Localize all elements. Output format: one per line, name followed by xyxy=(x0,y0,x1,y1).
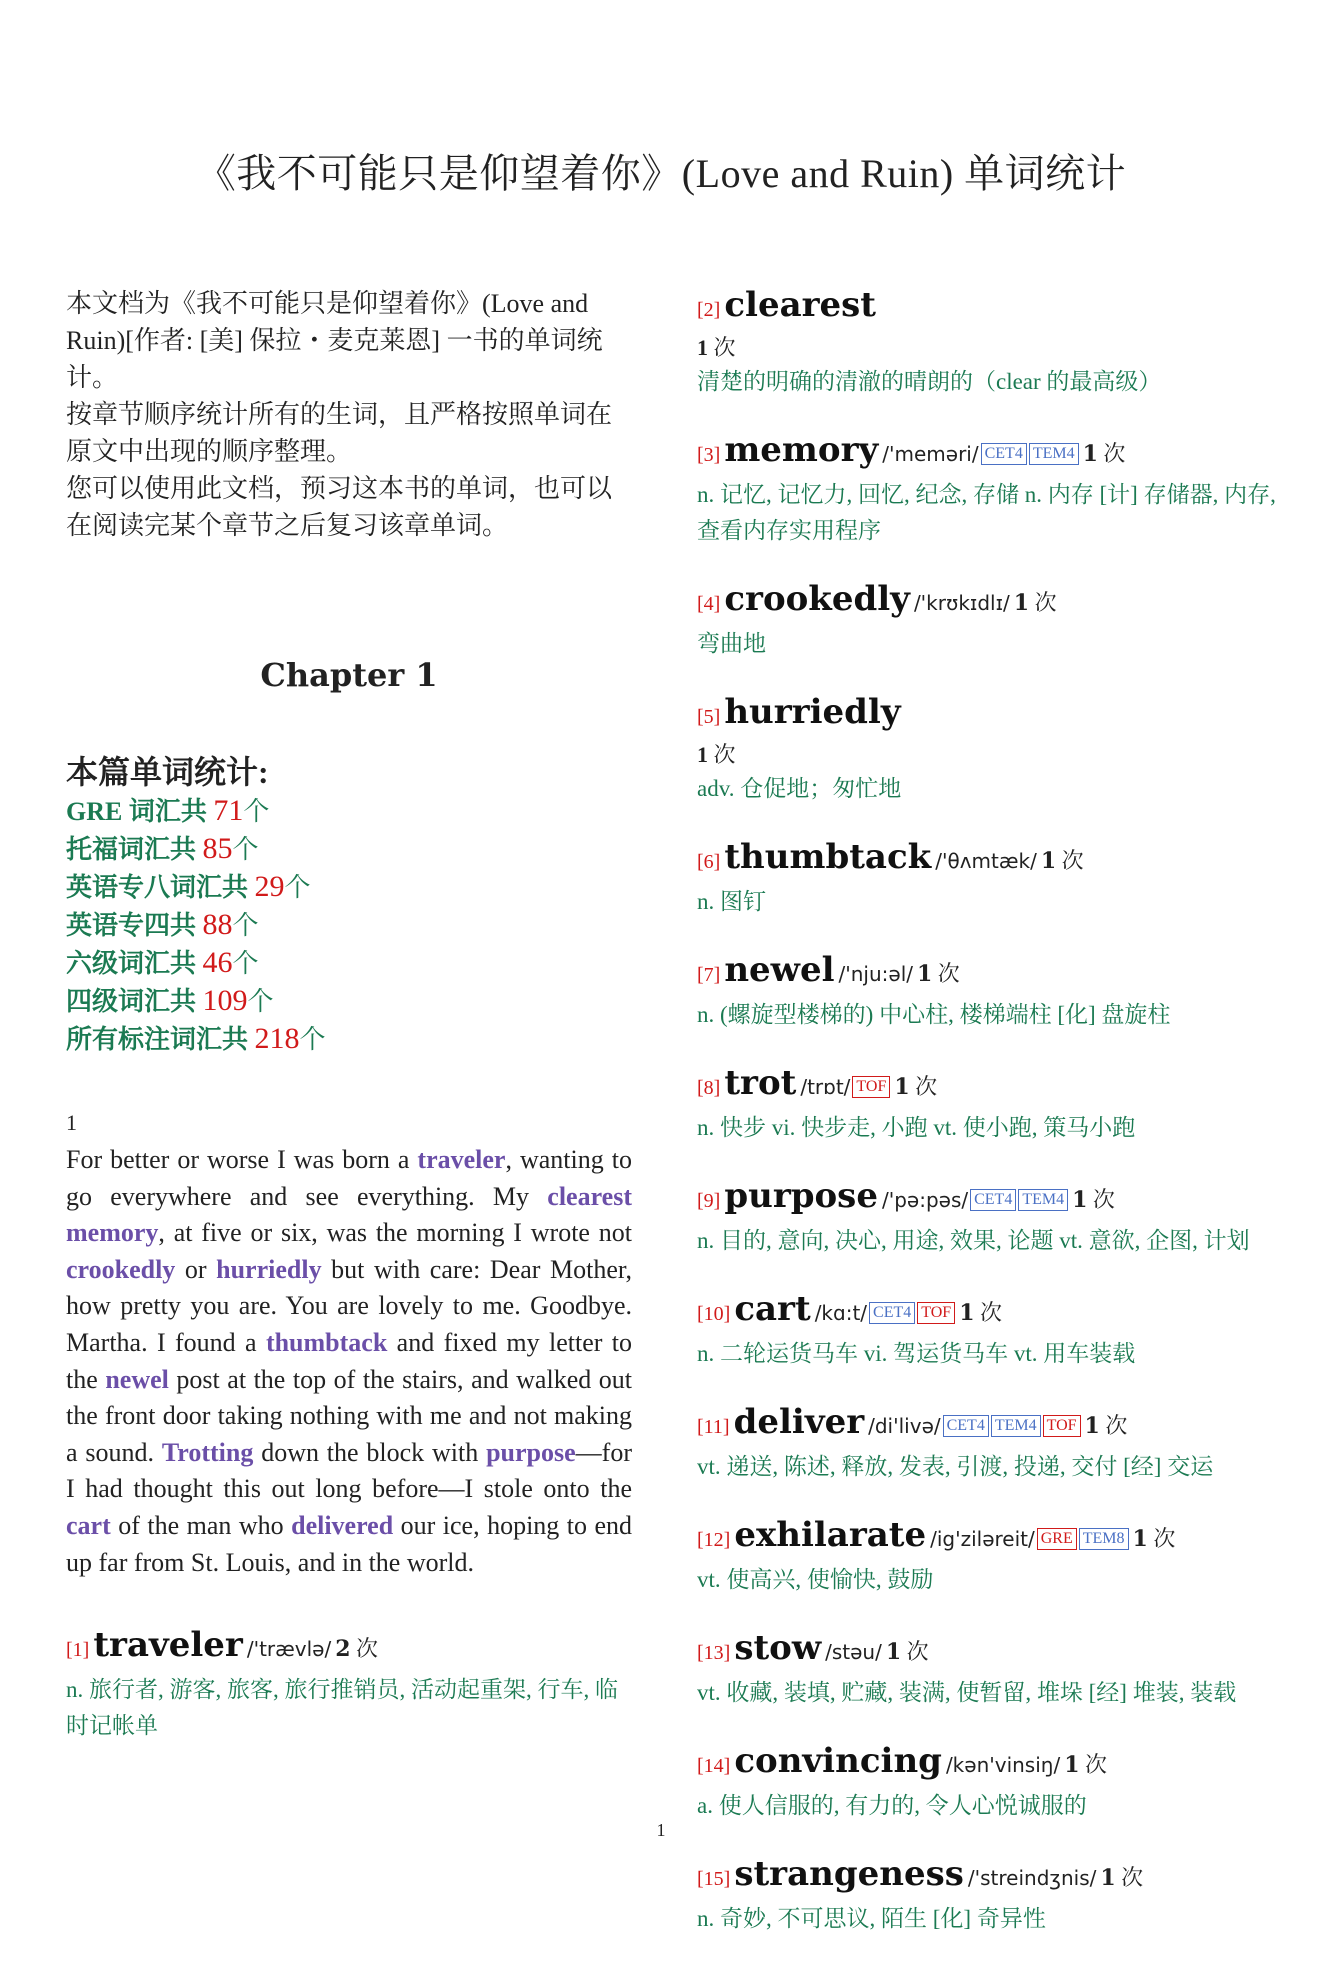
entry-phonetic: /'meməri/ xyxy=(882,442,979,466)
entry-word: newel xyxy=(724,950,835,990)
stat-gre xyxy=(66,792,632,830)
entry-index: [5] xyxy=(697,706,721,728)
keyword: Trotting xyxy=(161,1437,254,1467)
exam-tag: TEM8 xyxy=(1079,1528,1129,1550)
entry-definition: n. 旅行者, 游客, 旅客, 旅行推销员, 活动起重架, 行车, 临时记帐单 xyxy=(66,1677,618,1739)
entry-count xyxy=(917,961,960,986)
entry-word: purpose xyxy=(724,1176,878,1216)
count-unit: 次 xyxy=(906,1639,929,1664)
keyword: cart xyxy=(66,1510,111,1540)
entry-count xyxy=(886,1639,929,1664)
entry-definition: 清楚的明确的清澈的晴朗的（clear 的最高级） xyxy=(697,369,1162,394)
entry-word: deliver xyxy=(733,1402,865,1442)
passage-text: —for I had thought this out long before—I stole onto the xyxy=(66,1437,632,1504)
vocab-entry xyxy=(697,1176,1277,1259)
entry-phonetic: /'pə:pəs/ xyxy=(881,1188,969,1212)
passage-text: , wanting to go everywhere and see everything. My xyxy=(66,1145,632,1211)
entry-index: [4] xyxy=(697,593,721,615)
count-number: 1 xyxy=(894,1074,910,1100)
entry-count xyxy=(894,1074,937,1099)
vocab-entry xyxy=(697,1741,1277,1824)
entry-word: stow xyxy=(734,1628,822,1668)
entry-phonetic: /'trævlə/ xyxy=(246,1637,332,1662)
intro-paragraph: 按章节顺序统计所有的生词，且严格按照单词在原文中出现的顺序整理。 xyxy=(66,400,613,466)
entry-index: [9] xyxy=(697,1190,721,1212)
entry-word: memory xyxy=(724,430,879,470)
exam-tag: TEM4 xyxy=(1029,443,1079,465)
right-column xyxy=(697,285,1277,1967)
entry-definition: n. 记忆, 记忆力, 回忆, 纪念, 存储 n. 内存 [计] 存储器, 内存, 查看内存实用程序 xyxy=(697,482,1276,543)
entry-count xyxy=(1100,1865,1143,1890)
entry-count xyxy=(1014,590,1057,615)
intro-paragraph: 您可以使用此文档，预习这本书的单词，也可以在阅读完某个章节之后复习该章单词。 xyxy=(66,474,613,540)
entry-count xyxy=(1064,1752,1107,1777)
vocab-entry xyxy=(697,1628,1277,1711)
stat-total xyxy=(66,1020,632,1058)
entry-word: exhilarate xyxy=(734,1515,927,1555)
entry-phonetic: /kən'vinsiŋ/ xyxy=(945,1753,1061,1777)
count-unit: 次 xyxy=(1061,848,1084,873)
entry-head xyxy=(697,1515,1277,1562)
entry-index: [7] xyxy=(697,964,721,986)
entry-index: [13] xyxy=(697,1642,731,1664)
stat-count: 109 xyxy=(202,984,248,1017)
entry-head xyxy=(697,579,1277,626)
stat-unit: 个 xyxy=(243,797,270,826)
entry-definition: 弯曲地 xyxy=(697,631,766,656)
entry-head xyxy=(697,1741,1277,1788)
count-number: 1 xyxy=(1132,1526,1148,1552)
count-unit: 次 xyxy=(713,335,736,360)
entry-index: [11] xyxy=(697,1416,730,1438)
intro xyxy=(66,285,632,544)
count-number: 1 xyxy=(1100,1865,1116,1891)
stat-count: 85 xyxy=(202,832,233,865)
count-unit: 次 xyxy=(980,1300,1003,1325)
exam-tag: TOF xyxy=(1043,1415,1081,1437)
entry-phonetic: /kɑ:t/ xyxy=(814,1301,868,1325)
stat-count: 71 xyxy=(213,794,244,827)
keyword: clearest memory xyxy=(66,1181,632,1248)
entry-word: thumbtack xyxy=(724,837,932,877)
count-number: 1 xyxy=(697,742,708,767)
stat-unit: 个 xyxy=(232,911,259,940)
entry-phonetic: /'krʊkɪdlɪ/ xyxy=(913,591,1010,615)
left-column xyxy=(66,285,632,1774)
entry-head xyxy=(697,950,1277,997)
entry-phonetic: /ig'ziləreit/ xyxy=(930,1527,1035,1551)
entry-word: cart xyxy=(734,1289,811,1329)
entry-count xyxy=(697,739,1277,771)
entry-count xyxy=(1085,1413,1128,1438)
exam-tag: TEM4 xyxy=(1018,1189,1068,1211)
exam-tag: CET4 xyxy=(869,1302,915,1324)
entry-head xyxy=(697,1628,1277,1675)
entry-count xyxy=(959,1300,1002,1325)
entry-head xyxy=(66,1625,632,1672)
entry-definition: vt. 收藏, 装填, 贮藏, 装满, 使暂留, 堆垛 [经] 堆装, 装载 xyxy=(697,1680,1237,1705)
entry-head xyxy=(697,1176,1277,1223)
count-unit: 次 xyxy=(1092,1187,1115,1212)
vocab-entry xyxy=(697,1402,1277,1485)
entry-definition: n. 目的, 意向, 决心, 用途, 效果, 论题 vt. 意欲, 企图, 计划 xyxy=(697,1228,1250,1253)
stat-label: 六级词汇共 xyxy=(66,949,203,978)
entry-count xyxy=(1072,1187,1115,1212)
document-title: 《我不可能只是仰望着你》(Love and Ruin) 单词统计 xyxy=(195,151,1127,196)
entry-phonetic: /'nju:əl/ xyxy=(838,962,913,986)
exam-tag: CET4 xyxy=(981,443,1027,465)
passage-text: but with care: Dear Mother, how pretty you are. You are lovely to me. Goodbye. Martha. I found a xyxy=(66,1254,632,1357)
entry-word: crookedly xyxy=(724,579,910,619)
stat-label: 四级词汇共 xyxy=(66,987,203,1016)
stat-unit: 个 xyxy=(232,835,259,864)
exam-tag: GRE xyxy=(1037,1528,1077,1550)
passage-text: or xyxy=(175,1254,217,1284)
stat-unit: 个 xyxy=(284,873,311,902)
count-number: 1 xyxy=(1013,590,1030,616)
stats-heading: 本篇单词统计: xyxy=(66,754,269,790)
entry-count xyxy=(1083,441,1126,466)
entry-definition: n. 二轮运货马车 vi. 驾运货马车 vt. 用车装载 xyxy=(697,1341,1136,1366)
vocab-entry xyxy=(697,1854,1277,1937)
entry-count xyxy=(335,1636,378,1661)
entry-head xyxy=(697,1289,1277,1336)
vocab-entry xyxy=(697,837,1277,920)
entry-word: clearest xyxy=(724,285,876,325)
passage-text: of the man who xyxy=(110,1510,292,1540)
entry-definition: n. 快步 vi. 快步走, 小跑 vt. 使小跑, 策马小跑 xyxy=(697,1115,1136,1140)
keyword: traveler xyxy=(417,1145,506,1174)
vocab-entry xyxy=(697,285,1277,400)
count-unit: 次 xyxy=(1153,1526,1176,1551)
count-unit: 次 xyxy=(1103,441,1126,466)
keyword: newel xyxy=(105,1364,169,1394)
keyword: delivered xyxy=(291,1510,394,1540)
entry-count xyxy=(1133,1526,1176,1551)
entry-definition: vt. 使高兴, 使愉快, 鼓励 xyxy=(697,1567,934,1592)
entry-index: [8] xyxy=(697,1077,721,1099)
exam-tag: TOF xyxy=(917,1302,955,1324)
intro-paragraph: 本文档为《我不可能只是仰望着你》(Love and Ruin)[作者: [美] 保拉・麦克莱恩] 一书的单词统计。 xyxy=(66,289,603,392)
entry-head xyxy=(697,692,1277,739)
passage-text: down the block with xyxy=(253,1437,487,1467)
vocab-entry xyxy=(697,579,1277,662)
count-unit: 次 xyxy=(937,961,960,986)
entry-index: [6] xyxy=(697,851,721,873)
count-number: 1 xyxy=(697,335,708,360)
count-unit: 次 xyxy=(713,742,736,767)
stat-count: 29 xyxy=(254,870,285,903)
entry-phonetic: /stəu/ xyxy=(825,1640,882,1664)
right-entries xyxy=(697,285,1277,1937)
page-number: 1 xyxy=(656,1820,666,1840)
entry-word: hurriedly xyxy=(724,692,901,732)
vocab-entry xyxy=(697,950,1277,1033)
entry-word: traveler xyxy=(93,1625,243,1666)
entry-index: [2] xyxy=(697,299,721,321)
entry-definition: vt. 递送, 陈述, 释放, 发表, 引渡, 投递, 交付 [经] 交运 xyxy=(697,1454,1214,1479)
entry-index: [1] xyxy=(66,1639,90,1662)
paragraph-number: 1 xyxy=(66,1110,77,1135)
entry-definition: n. (螺旋型楼梯的) 中心柱, 楼梯端柱 [化] 盘旋柱 xyxy=(697,1002,1171,1027)
passage-text: our ice, hoping to end up far from St. Louis, and in the world. xyxy=(66,1510,633,1577)
count-number: 1 xyxy=(1040,848,1057,874)
exam-tag: CET4 xyxy=(943,1415,989,1437)
passage xyxy=(66,1142,632,1581)
left-entries xyxy=(66,1625,632,1744)
stat-label: GRE 词汇共 xyxy=(66,797,214,826)
stat-tem4 xyxy=(66,906,632,944)
count-unit: 次 xyxy=(1085,1752,1108,1777)
count-unit: 次 xyxy=(1121,1865,1144,1890)
entry-head xyxy=(697,1854,1277,1901)
count-number: 2 xyxy=(335,1636,351,1663)
passage-text: post at the top of the stairs, and walked out the front door taking nothing with me and not making a sound. xyxy=(66,1364,632,1467)
stat-count: 46 xyxy=(202,946,233,979)
vocab-entry xyxy=(697,1063,1277,1146)
entry-definition: adv. 仓促地；匆忙地 xyxy=(697,776,902,801)
entry-index: [15] xyxy=(697,1868,731,1890)
count-number: 1 xyxy=(1084,1413,1100,1439)
stat-label: 英语专四共 xyxy=(66,911,203,940)
chapter-heading: Chapter 1 xyxy=(260,656,438,694)
entry-head xyxy=(697,430,1277,477)
entry-count xyxy=(1041,848,1084,873)
count-number: 1 xyxy=(1064,1752,1080,1778)
stat-unit: 个 xyxy=(247,987,274,1016)
exam-tag: TEM4 xyxy=(991,1415,1041,1437)
stat-unit: 个 xyxy=(299,1025,326,1054)
entry-index: [10] xyxy=(697,1303,731,1325)
stat-cet4 xyxy=(66,982,632,1020)
entry-index: [14] xyxy=(697,1755,731,1777)
entry-phonetic: /'streindʒnis/ xyxy=(967,1866,1097,1890)
entry-head xyxy=(697,1063,1277,1110)
stat-label: 托福词汇共 xyxy=(66,835,203,864)
vocab-entry xyxy=(697,430,1277,549)
entry-head xyxy=(697,1402,1277,1449)
count-number: 1 xyxy=(959,1300,975,1326)
count-number: 1 xyxy=(885,1639,902,1665)
entry-definition: n. 奇妙, 不可思议, 陌生 [化] 奇异性 xyxy=(697,1906,1046,1931)
entry-word: trot xyxy=(724,1063,797,1103)
stat-toefl xyxy=(66,830,632,868)
vocab-entry xyxy=(697,1289,1277,1372)
count-unit: 次 xyxy=(1034,590,1057,615)
entry-definition: a. 使人信服的, 有力的, 令人心悦诚服的 xyxy=(697,1793,1087,1818)
entry-head xyxy=(697,285,1277,332)
stats-list xyxy=(66,792,632,1058)
stat-count: 218 xyxy=(254,1022,300,1055)
entry-definition: n. 图钉 xyxy=(697,889,766,914)
entry-index: [12] xyxy=(697,1529,731,1551)
stat-count: 88 xyxy=(202,908,233,941)
entry-word: convincing xyxy=(734,1741,942,1781)
entry-phonetic: /trɒt/ xyxy=(800,1075,851,1099)
stat-label: 英语专八词汇共 xyxy=(66,873,255,902)
count-number: 1 xyxy=(916,961,933,987)
vocab-entry xyxy=(66,1625,632,1744)
passage-text: For better or worse I was born a xyxy=(66,1145,418,1174)
entry-head xyxy=(697,837,1277,884)
entry-phonetic: /'θʌmtæk/ xyxy=(935,849,1037,873)
stat-label: 所有标注词汇共 xyxy=(66,1025,255,1054)
stat-unit: 个 xyxy=(232,949,259,978)
passage-text: , at five or six, was the morning I wrote not xyxy=(158,1218,632,1248)
stat-tem8 xyxy=(66,868,632,906)
entry-word: strangeness xyxy=(734,1854,964,1894)
keyword: crookedly xyxy=(66,1254,176,1284)
count-unit: 次 xyxy=(915,1074,938,1099)
count-unit: 次 xyxy=(1105,1413,1128,1438)
exam-tag: TOF xyxy=(852,1076,890,1098)
keyword: thumbtack xyxy=(265,1327,388,1357)
count-number: 1 xyxy=(1072,1187,1088,1213)
entry-index: [3] xyxy=(697,444,721,466)
entry-phonetic: /di'livə/ xyxy=(868,1414,941,1438)
exam-tag: CET4 xyxy=(970,1189,1016,1211)
stat-cet6 xyxy=(66,944,632,982)
passage-text: and fixed my letter to the xyxy=(66,1327,632,1394)
count-number: 1 xyxy=(1082,441,1098,467)
count-unit: 次 xyxy=(356,1636,379,1662)
vocab-entry xyxy=(697,1515,1277,1598)
vocab-entry xyxy=(697,692,1277,807)
entry-count xyxy=(697,332,1277,364)
keyword: purpose xyxy=(486,1437,576,1467)
keyword: hurriedly xyxy=(216,1254,322,1284)
